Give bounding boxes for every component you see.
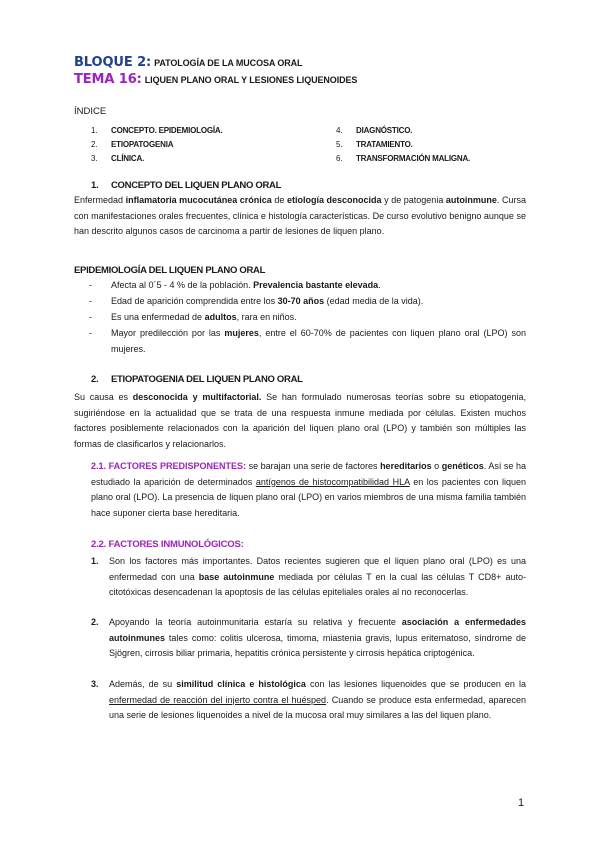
bloque-title: PATOLOGÍA DE LA MUCOSA ORAL <box>154 58 303 68</box>
index-item: 1. CONCEPTO. EPIDEMIOLOGÍA. <box>91 126 223 135</box>
subsection-2-2-heading: 2.2. FACTORES INMUNOLÓGICOS: <box>91 539 244 550</box>
subsection-2-1: 2.1. FACTORES PREDISPONENTES: se barajan una serie de factores hereditarios o genéticos. Así se ha estudiado la aparición de determinados antígenos de histocompatibilidad HLA en los pacientes con liquen plano oral (LPO). La presencia de liquen plano oral (LPO) en varios miembros de una misma familia también hace suponer cierta base hereditaria. <box>91 461 526 518</box>
bloque-header <box>74 55 302 70</box>
index-item: 6. TRANSFORMACIÓN MALIGNA. <box>336 154 471 163</box>
tema-header <box>74 72 357 87</box>
index-item: 4. DIAGNÓSTICO. <box>336 126 413 135</box>
section-1-heading: 1. CONCEPTO DEL LIQUEN PLANO ORAL <box>91 180 282 191</box>
section-2-paragraph: Su causa es desconocida y multifactorial. Se han formulado numerosas teorías sobre su etiopatogenia, sugiriéndose en la actualidad que se trata de una respuesta inmune mediada por células. Existen muchos factores posiblemente relacionados con la aparición del liquen plano oral (LPO) y también son múltiples las formas de clasificarlos y relacionarlos. <box>74 392 526 449</box>
epidemiology-heading: EPIDEMIOLOGÍA DEL LIQUEN PLANO ORAL <box>74 265 266 276</box>
index-item: 3. CLÍNICA. <box>91 154 145 163</box>
index-title: ÍNDICE <box>74 106 107 117</box>
section-2-heading: 2. ETIOPATOGENIA DEL LIQUEN PLANO ORAL <box>91 374 303 385</box>
page-number: 1 <box>518 797 525 809</box>
tema-title: LIQUEN PLANO ORAL Y LESIONES LIQUENOIDES <box>144 75 358 85</box>
document-page: BLOQUE 2: PATOLOGÍA DE LA MUCOSA ORAL TEMA 16: LIQUEN PLANO ORAL Y LESIONES LIQUENOIDES ÍNDICE 1. CONCEPTO. EPIDEMIOLOGÍA. 2. ETIOPATOGENIA 3. CLÍNICA. 4. DIAGNÓSTICO. 5. TRATAMIENTO. 6. TRANSFORMACIÓN MALIGNA. 1. CONCEPTO DEL LIQUEN PLANO ORAL Enfermedad inflamatoria mucocutánea crónica de etiología desconocida y de patogenia autoinmune. Cursa con manifestaciones orales frecuentes, clínica e histología características. De curso evolutivo benigno aunque se han descrito algunos casos de carcinoma a partir de lesiones de liquen plano. EPIDEMIOLOGÍA DEL LIQUEN PLANO ORAL - Afecta al 0´5 - 4 % de la población. Prevalencia bastante elevada. - Edad de aparición comprendida entre los 30-70 años (edad media de la vida). - Es una enfermedad de adultos, rara en niños. - Mayor predilección por las mujeres, entre el 60-70% de pacientes con liquen plano oral (LPO) son mujeres. 2. ETIOPATOGENIA DEL LIQUEN PLANO ORAL Su causa es desconocida y multifactorial. Se han formulado numerosas teorías sobre su etiopatogenia, sugiriéndose en la actualidad que se trata de una respuesta inmune mediada por células. Existen muchos factores posiblemente relacionados con la aparición del liquen plano oral (LPO) y también son múltiples las formas de clasificarlos y relacionarlos. 2.1. FACTORES PREDISPONENTES: se barajan una serie de factores hereditarios o genéticos. Así se ha estudiado la aparición de determinados antígenos de histocompatibilidad HLA en los pacientes con liquen plano oral (LPO). La presencia de liquen plano oral (LPO) en varios miembros de una misma familia también hace suponer cierta base hereditaria. 2.2. FACTORES INMUNOLÓGICOS: 1. Son los factores más importantes. Datos recientes sugieren que el liquen plano oral (LPO) es una enfermedad con una base autoinmune mediada por células T en la cual las células T CD8+ auto-citotóxicas desencadenan la apoptosis de las células epiteliales orales al no reconocerlas. 2. Apoyando la teoría autoinmunitaria estaría su relativa y frecuente asociación a enfermedades autoinmunes tales como: colitis ulcerosa, timoma, miastenia gravis, lupus eritematoso, síndrome de Sjögren, cirrosis biliar primaria, hepatitis crónica persistente y cirrosis hepática criptogénica. 3. Además, de su similitud clínica e histológica con las lesiones liquenoides que se producen en la enfermedad de reacción del injerto contra el huésped. Cuando se produce esta enfermedad, aparecen una serie de lesiones liquenoides a nivel de la mucosa oral muy similares a las del liquen plano. 1 <box>74 55 527 809</box>
bloque-label: BLOQUE 2: <box>74 55 152 70</box>
section-1-paragraph: Enfermedad inflamatoria mucocutánea crónica de etiología desconocida y de patogenia autoinmune. Cursa con manifestaciones orales frecuentes, clínica e histología características. De curso evolutivo benigno aunque se han descrito algunos casos de carcinoma a partir de lesiones de liquen plano. <box>74 195 526 236</box>
index-item: 2. ETIOPATOGENIA <box>91 140 174 149</box>
index-item: 5. TRATAMIENTO. <box>336 140 413 149</box>
subsection-2-1-heading: 2.1. FACTORES PREDISPONENTES: <box>91 461 246 471</box>
tema-label: TEMA 16: <box>74 72 142 87</box>
